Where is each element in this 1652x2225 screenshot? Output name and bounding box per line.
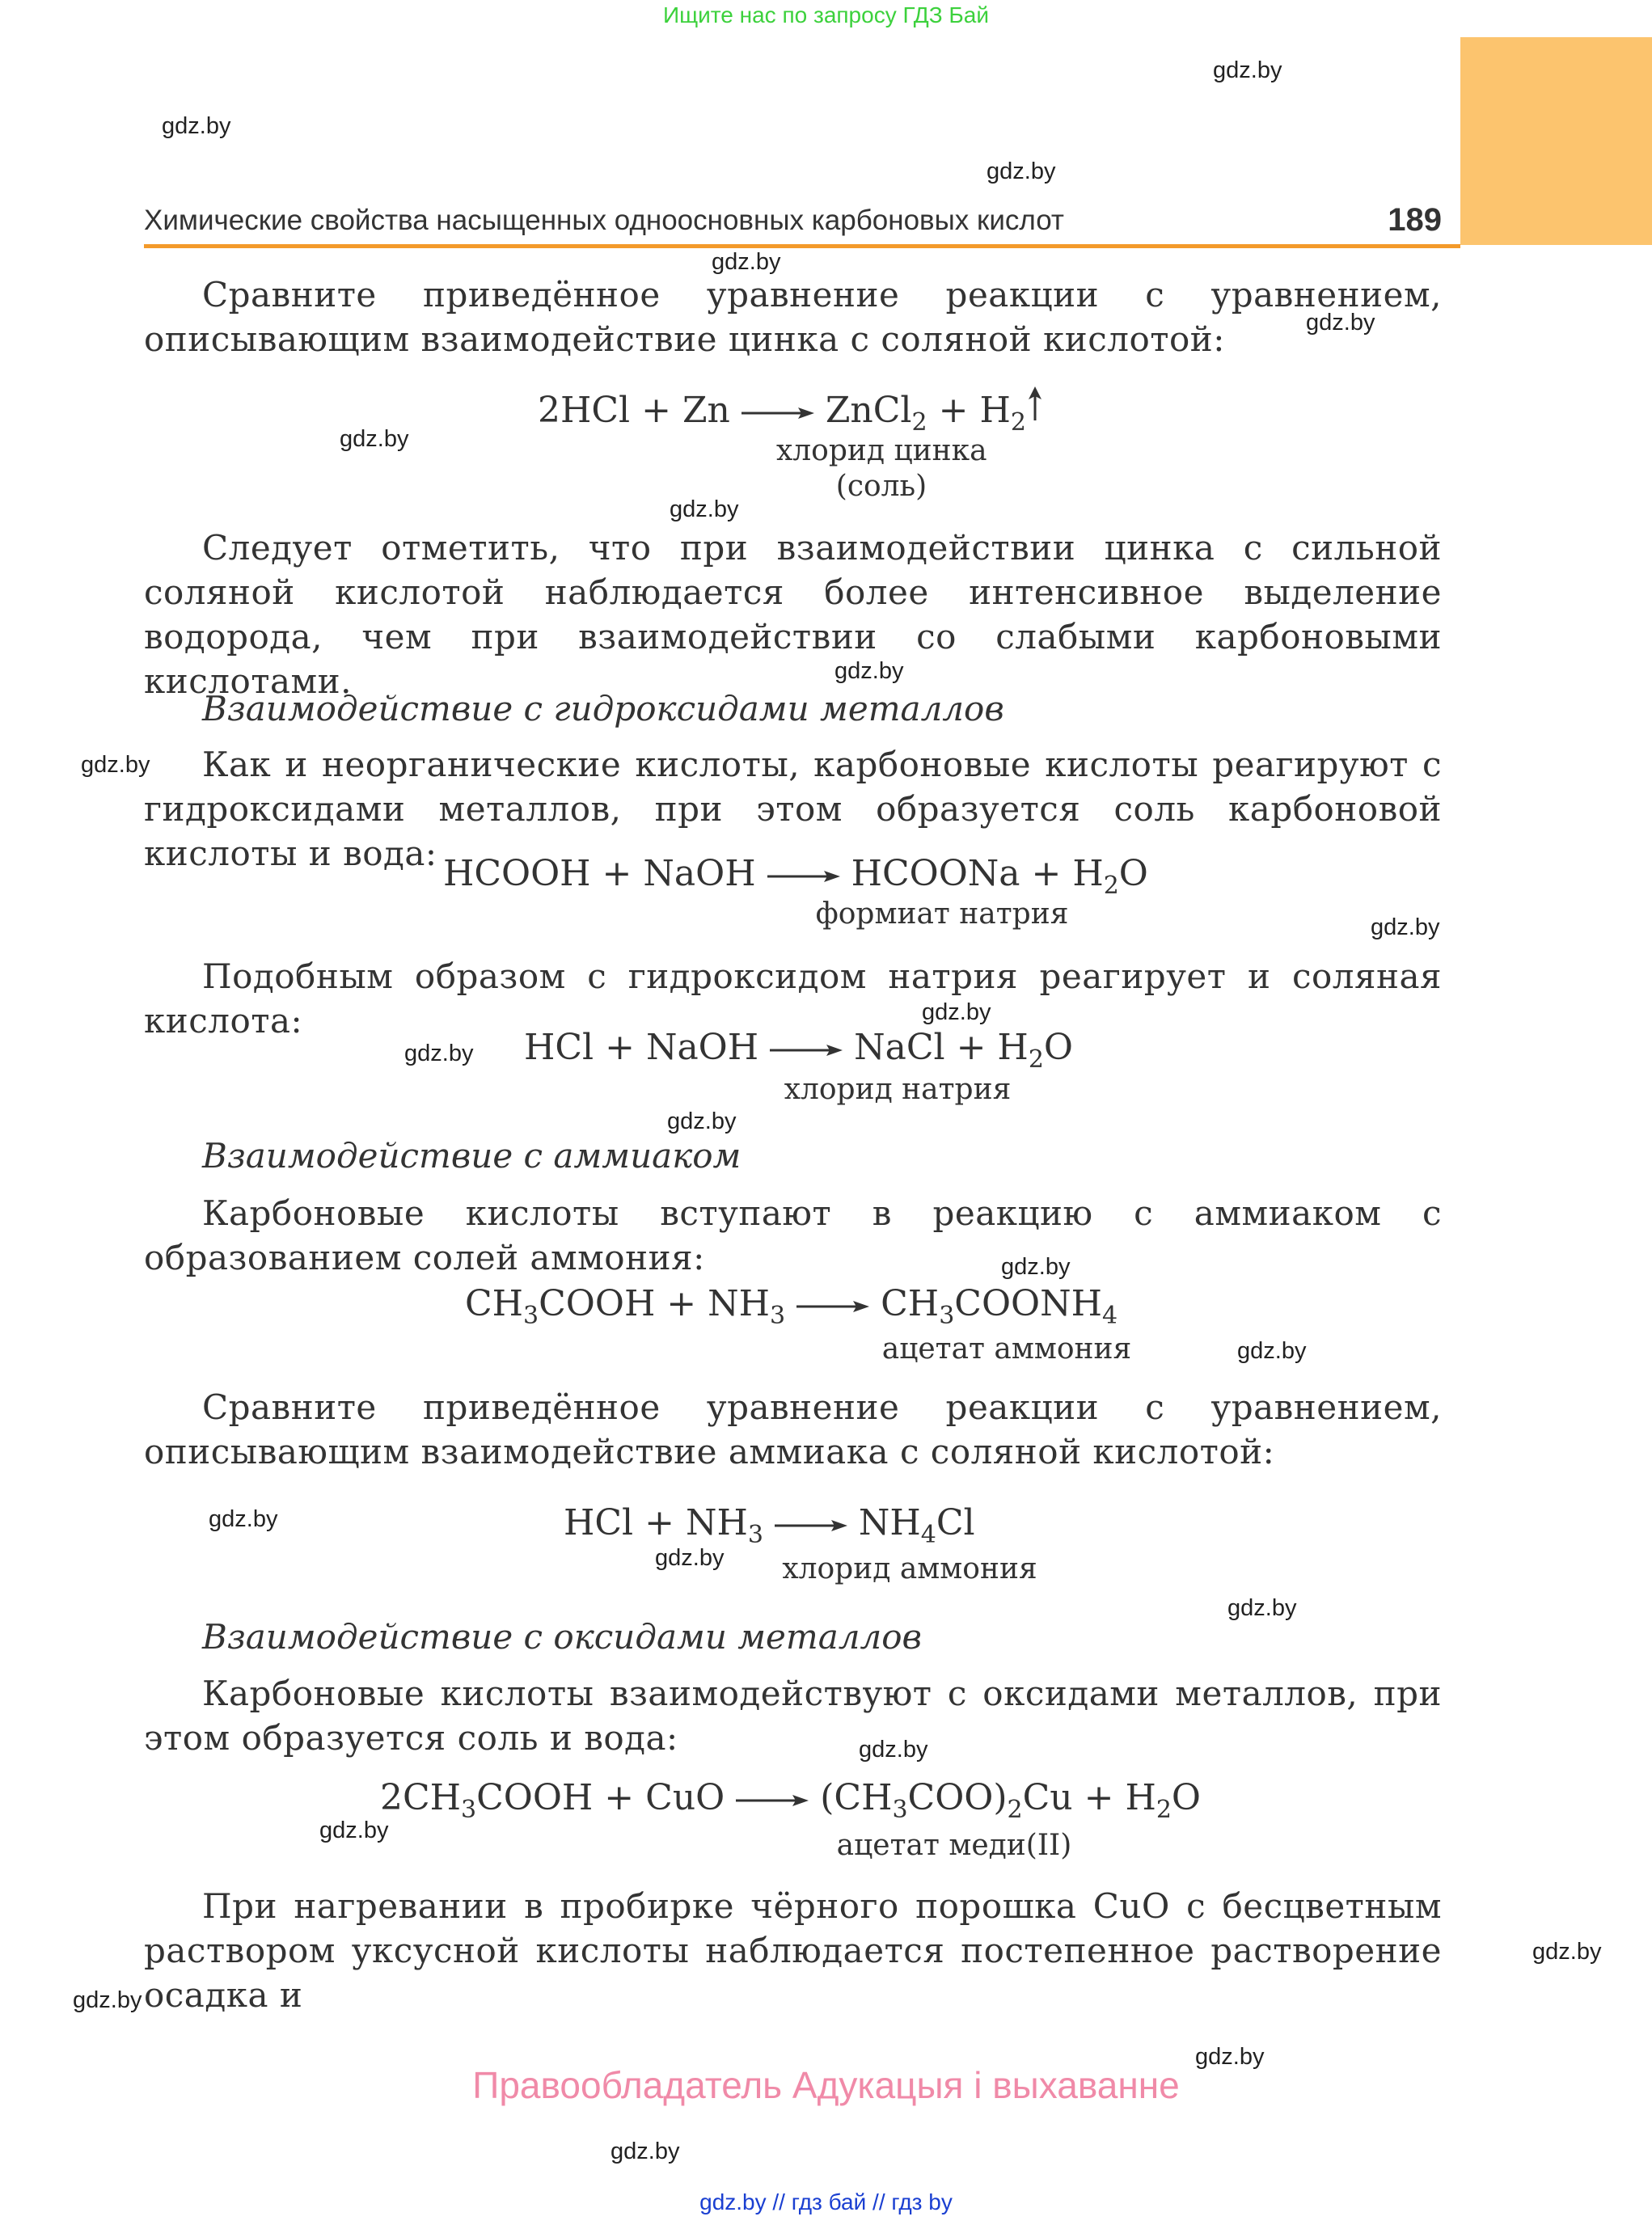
subscript: 4 <box>1101 1301 1118 1330</box>
paragraph-text: Подобным образом с гидроксидом натрия реагирует и соляная кислота: <box>144 956 1442 1041</box>
watermark: gdz.by <box>1237 1338 1307 1364</box>
eq-caption: ацетат аммония <box>881 1332 1132 1366</box>
reaction-arrow-icon <box>741 405 814 421</box>
eq-products: O <box>1118 853 1148 894</box>
section-subheading: Взаимодействие с оксидами металлов <box>202 1617 922 1657</box>
eq-product: ZnCl <box>825 390 912 431</box>
eq-reactants: CH <box>465 1283 524 1324</box>
eq-reactants: 2HCl + Zn <box>538 390 730 431</box>
eq-caption: ацетат меди(II) <box>836 1829 1072 1862</box>
watermark: gdz.by <box>1213 57 1282 83</box>
eq-products: O <box>1043 1027 1073 1068</box>
subscript: 2 <box>1007 1795 1023 1824</box>
eq-plus: + <box>938 390 969 431</box>
reaction-arrow-icon <box>770 1042 843 1058</box>
watermark: gdz.by <box>655 1545 725 1571</box>
subscript: 2 <box>1010 407 1026 437</box>
paragraph <box>144 1671 1442 1760</box>
eq-products: NaCl + H <box>854 1027 1029 1068</box>
eq-products: Cu + H <box>1022 1777 1156 1818</box>
watermark: gdz.by <box>162 113 231 139</box>
header-rule <box>144 244 1460 248</box>
subscript: 2 <box>1103 871 1119 900</box>
watermark: gdz.by <box>1532 1939 1602 1965</box>
copyright-footer: Правообладатель Адукацыя і выхаванне <box>472 2064 1180 2106</box>
paragraph-text: Следует отметить, что при взаимодействии цинка с сильной соляной кислотой наблюдается более интенсивное выделение водорода, чем при взаимодействии со слабыми карбоновыми кислотами. <box>144 528 1442 701</box>
watermark: gdz.by <box>712 249 781 275</box>
bottom-links[interactable]: gdz.by // гдз бай // гдз by <box>699 2189 953 2214</box>
eq-products: COO) <box>907 1777 1008 1818</box>
watermark: gdz.by <box>667 1108 737 1134</box>
subscript: 3 <box>939 1301 955 1330</box>
top-banner: Ищите нас по запросу ГДЗ Бай <box>662 2 990 27</box>
eq-product: H <box>979 390 1011 431</box>
subscript: 4 <box>920 1520 936 1549</box>
reaction-arrow-icon <box>736 1792 809 1809</box>
paragraph <box>144 272 1442 361</box>
paragraph <box>144 1884 1442 2017</box>
eq-caption: хлорид натрия <box>784 1073 1012 1106</box>
subscript: 2 <box>1028 1045 1044 1074</box>
subscript: 3 <box>770 1301 786 1330</box>
eq-caption: хлорид аммония <box>782 1552 1037 1585</box>
eq-reactants: COOH + CuO <box>476 1777 725 1818</box>
eq-products: COONH <box>954 1283 1102 1324</box>
watermark: gdz.by <box>1306 310 1375 336</box>
chapter-tab <box>1460 37 1652 245</box>
subscript: 3 <box>461 1795 477 1824</box>
eq-caption: хлорид цинка <box>776 434 987 467</box>
eq-products: O <box>1171 1777 1201 1818</box>
watermark: gdz.by <box>81 752 150 778</box>
paragraph-text: Карбоновые кислоты вступают в реакцию с аммиаком с образованием солей аммония: <box>144 1193 1442 1277</box>
watermark: gdz.by <box>611 2138 680 2164</box>
equation-hcl-nh3 <box>564 1502 975 1549</box>
watermark: gdz.by <box>209 1506 278 1532</box>
equation-zn-hcl <box>538 386 1044 437</box>
subscript: 2 <box>911 407 927 437</box>
reaction-arrow-icon <box>796 1298 869 1315</box>
paragraph-text: Сравните приведённое уравнение реакции с уравнением, описывающим взаимодействие аммиака с соляной кислотой: <box>144 1387 1442 1471</box>
paragraph <box>144 1191 1442 1280</box>
equation-hcl-naoh <box>524 1027 1073 1074</box>
subscript: 3 <box>892 1795 908 1824</box>
equation-hcooh-naoh <box>443 853 1148 900</box>
eq-reactants: 2CH <box>380 1777 462 1818</box>
eq-products: HCOONa + H <box>851 853 1104 894</box>
watermark: gdz.by <box>319 1818 389 1843</box>
watermark: gdz.by <box>1371 914 1440 940</box>
watermark: gdz.by <box>987 158 1056 184</box>
equation-ch3cooh-cuo <box>380 1777 1201 1824</box>
eq-caption: формиат натрия <box>815 897 1069 931</box>
watermark: gdz.by <box>859 1737 928 1763</box>
paragraph <box>144 526 1442 703</box>
watermark: gdz.by <box>922 999 991 1025</box>
paragraph <box>144 1385 1442 1474</box>
watermark: gdz.by <box>340 426 409 452</box>
watermark: gdz.by <box>73 1987 142 2013</box>
section-subheading: Взаимодействие с гидроксидами металлов <box>202 689 1004 728</box>
eq-reactants: COOH + NH <box>539 1283 771 1324</box>
subscript: 3 <box>747 1520 763 1549</box>
gas-evolution-arrow-icon <box>1026 386 1044 422</box>
eq-products: NH <box>858 1502 921 1543</box>
eq-products: Cl <box>936 1502 975 1543</box>
eq-reactants: HCl + NaOH <box>524 1027 759 1068</box>
watermark: gdz.by <box>1227 1595 1297 1621</box>
eq-caption: (соль) <box>835 470 927 503</box>
watermark: gdz.by <box>1195 2044 1265 2070</box>
paragraph-text: При нагревании в пробирке чёрного порошка CuO с бесцветным раствором уксусной кислоты наблюдается постепенное растворение осадка и <box>144 1886 1442 2015</box>
paragraph-text: Как и неорганические кислоты, карбоновые кислоты реагируют с гидроксидами металлов, при этом образуется соль карбоновой кислоты и вода: <box>144 745 1442 873</box>
eq-reactants: HCl + NH <box>564 1502 748 1543</box>
subscript: 3 <box>523 1301 539 1330</box>
watermark: gdz.by <box>404 1041 474 1066</box>
paragraph-text: Сравните приведённое уравнение реакции с уравнением, описывающим взаимодействие цинка с соляной кислотой: <box>144 275 1442 359</box>
page-header-title: Химические свойства насыщенных одноосновных карбоновых кислот <box>144 205 1064 236</box>
paragraph-text: Карбоновые кислоты взаимодействуют с оксидами металлов, при этом образуется соль и вода: <box>144 1674 1442 1758</box>
watermark: gdz.by <box>834 658 904 684</box>
eq-products: CH <box>881 1283 940 1324</box>
section-subheading: Взаимодействие с аммиаком <box>202 1136 741 1176</box>
page-number: 189 <box>1388 202 1442 238</box>
reaction-arrow-icon <box>775 1518 847 1534</box>
subscript: 2 <box>1156 1795 1172 1824</box>
reaction-arrow-icon <box>767 868 840 885</box>
watermark: gdz.by <box>1001 1254 1071 1280</box>
eq-products: (CH <box>820 1777 893 1818</box>
watermark: gdz.by <box>670 496 739 522</box>
eq-reactants: HCOOH + NaOH <box>443 853 756 894</box>
equation-ch3cooh-nh3 <box>465 1283 1118 1330</box>
